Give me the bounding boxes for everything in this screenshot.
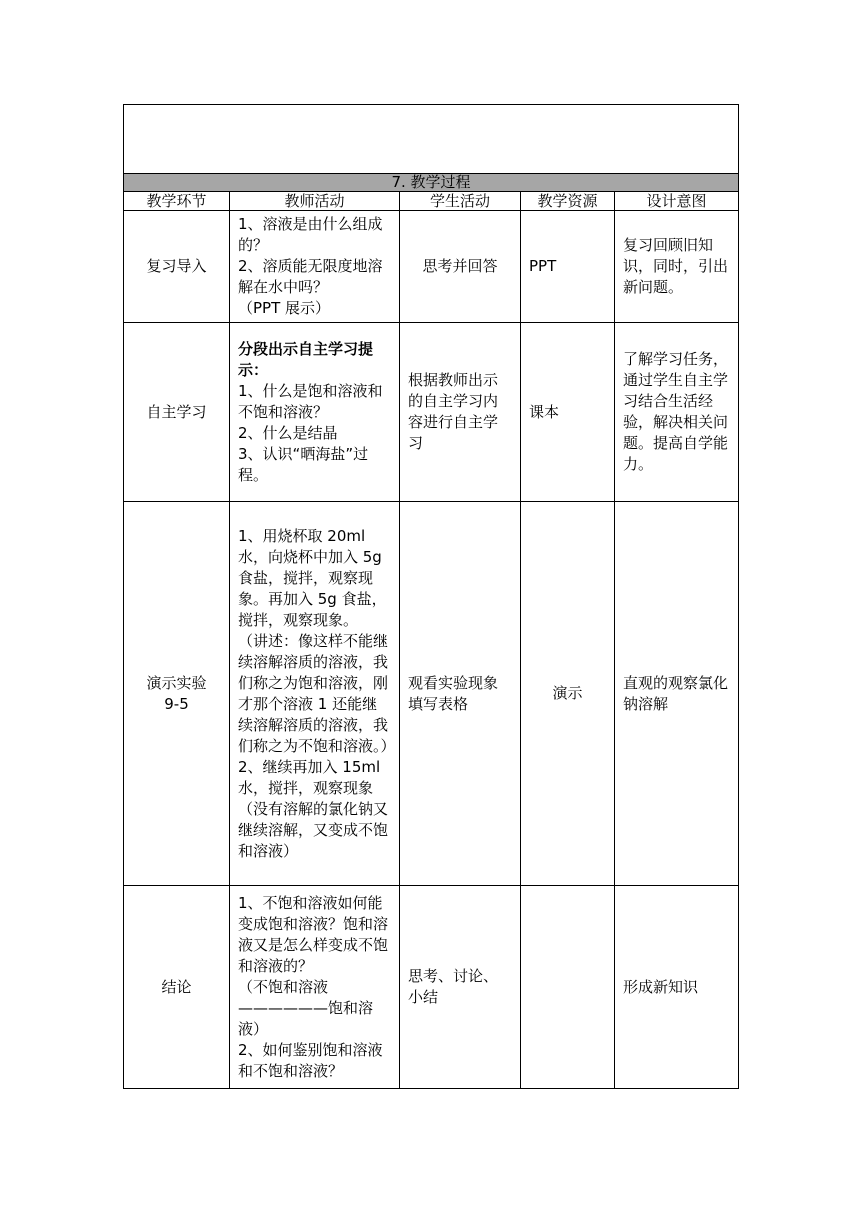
header-teacher: 教师活动 <box>230 192 400 211</box>
teacher-cell <box>230 886 400 1089</box>
resource-cell: 演示 <box>521 502 615 886</box>
teacher-text: （PPT 展示） <box>238 299 331 317</box>
resource-cell <box>521 886 615 1089</box>
teaching-process-table <box>123 104 739 1089</box>
teacher-cell <box>230 502 400 886</box>
intent-cell: 直观的观察氯化钠溶解 <box>615 502 739 886</box>
teacher-text: 2、什么是结晶 <box>238 423 338 442</box>
header-intent: 设计意图 <box>615 192 739 211</box>
teacher-cell <box>230 323 400 502</box>
teacher-text: 2、继续再加入 15ml 水，搅拌，观察现象（没有溶解的氯化钠又继续溶解，又变成不饱和溶液） <box>238 757 389 860</box>
section-title: 7. 教学过程 <box>124 174 739 192</box>
resource-cell: PPT <box>521 211 615 323</box>
teacher-text: 2、如何鉴别饱和溶液和不饱和溶液？ <box>238 1040 383 1080</box>
table-row <box>124 886 739 1089</box>
table-row <box>124 211 739 323</box>
teacher-text: 1、溶液是由什么组成的？ <box>238 215 383 254</box>
teacher-text: （不饱和溶液——————饱和溶液） <box>238 977 374 1038</box>
stage-text: 复习导入 <box>146 257 207 275</box>
student-cell: 思考、讨论、小结 <box>400 886 521 1089</box>
teacher-cell <box>230 211 400 323</box>
student-cell: 观看实验现象填写表格 <box>400 502 521 886</box>
teacher-text: 3、认识“晒海盐”过程。 <box>238 444 369 484</box>
column-header-row <box>124 192 739 211</box>
header-student: 学生活动 <box>400 192 521 211</box>
teacher-text: 1、不饱和溶液如何能变成饱和溶液？饱和溶液又是怎么样变成不饱和溶液的？ <box>238 893 389 975</box>
student-cell: 根据教师出示的自主学习内容进行自主学习 <box>400 323 521 502</box>
stage-cell <box>124 502 230 886</box>
stage-text: 自主学习 <box>146 402 207 421</box>
teacher-text: 1、什么是饱和溶液和不饱和溶液？ <box>238 381 383 421</box>
intent-cell: 了解学习任务，通过学生自主学习结合生活经验，解决相关问题。提高自学能力。 <box>615 323 739 502</box>
blank-row <box>124 105 739 174</box>
stage-cell <box>124 323 230 502</box>
stage-text: 演示实验 <box>146 673 207 692</box>
stage-cell <box>124 886 230 1089</box>
teacher-text: （讲述：像这样不能继续溶解溶质的溶液，我们称之为饱和溶液，刚才那个溶液 1 还能继续溶解溶质的溶液，我们称之为不饱和溶液。） <box>238 631 396 755</box>
intent-cell: 复习回顾旧知识，同时，引出新问题。 <box>615 211 739 323</box>
stage-text: 9-5 <box>164 694 189 713</box>
teacher-text: 2、溶质能无限度地溶解在水中吗？ <box>238 257 383 296</box>
table-row <box>124 323 739 502</box>
intent-cell: 形成新知识 <box>615 886 739 1089</box>
header-stage: 教学环节 <box>124 192 230 211</box>
resource-cell: 课本 <box>521 323 615 502</box>
stage-text: 结论 <box>161 977 192 996</box>
stage-cell <box>124 211 230 323</box>
blank-cell <box>124 105 739 174</box>
teacher-heading: 分段出示自主学习提示： <box>238 339 374 379</box>
section-header-row <box>124 174 739 192</box>
header-resource: 教学资源 <box>521 192 615 211</box>
table-row <box>124 502 739 886</box>
teacher-text: 1、用烧杯取 20ml 水，向烧杯中加入 5g 食盐，搅拌，观察现象。再加入 5g 食盐，搅拌，观察现象。 <box>238 526 387 629</box>
student-cell: 思考并回答 <box>400 211 521 323</box>
